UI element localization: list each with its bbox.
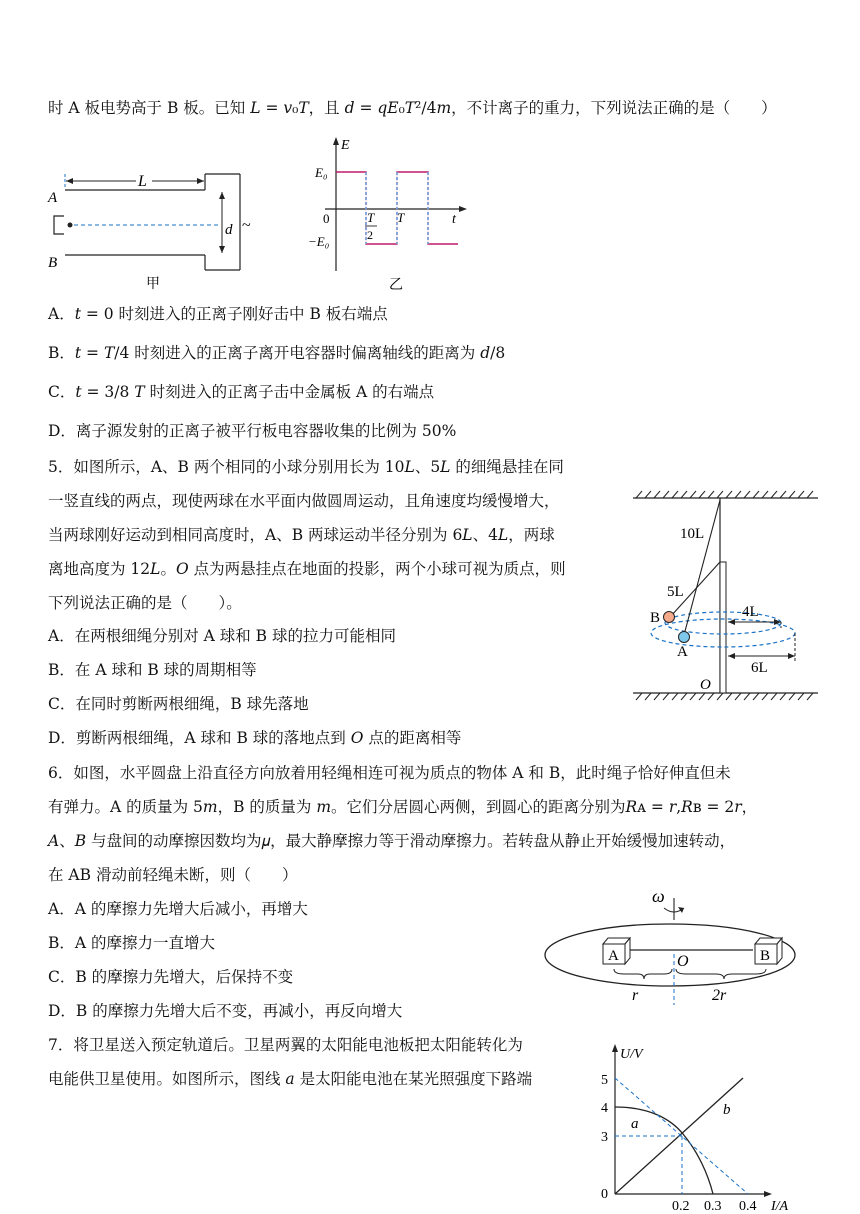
- q5-option-c: C．在同时剪断两根细绳，B 球先落地: [48, 695, 309, 713]
- tick-T: T: [397, 210, 405, 225]
- label-O: O: [700, 677, 711, 693]
- tick-x-0.3: 0.3: [704, 1199, 722, 1214]
- tick-E0: E₀: [315, 165, 328, 180]
- axis-label-U: U/V: [620, 1047, 643, 1062]
- q6-option-d: D．B 的摩擦力先增大后不变，再减小，再反向增大: [48, 1002, 403, 1020]
- tick-y-3: 3: [601, 1130, 608, 1145]
- q5-stem-line5: 下列说法正确的是（ ）。: [48, 594, 242, 612]
- tick-x-0.2: 0.2: [672, 1199, 690, 1214]
- q6-option-b: B．A 的摩擦力一直增大: [48, 934, 216, 952]
- question-continuation: 时 A 板电势高于 B 板。已知 𝐿 = 𝑣₀𝑇，且 𝑑 = 𝑞𝐸₀𝑇²/4𝑚，不计离子的重力，下列说法正确的是（ ）: [48, 99, 777, 117]
- caption-yi: 乙: [389, 278, 403, 293]
- q6-stem-line2: 有弹力。A 的质量为 5𝑚，B 的质量为 𝑚。它们分居圆心两侧，到圆心的距离分别为𝑅ᴀ = 𝑟,𝑅ʙ = 2𝑟，: [48, 798, 758, 816]
- q5-option-d: D．剪断两根细绳，A 球和 B 球的落地点到 𝑂 点的距离相等: [48, 729, 462, 747]
- label-curve-a: a: [631, 1116, 639, 1132]
- label-line-b: b: [723, 1102, 731, 1118]
- label-omega: ω: [652, 886, 665, 906]
- q5-stem-line1: 5．如图所示，A、B 两个相同的小球分别用长为 10𝐿、5𝐿 的细绳悬挂在同: [48, 458, 564, 476]
- axis-label-E: E: [341, 138, 350, 153]
- q6-option-a: A．A 的摩擦力先增大后减小，再增大: [48, 900, 308, 918]
- figure-yi-graph: [305, 133, 475, 295]
- label-ac-source: ~: [242, 217, 251, 234]
- label-d: d: [225, 222, 233, 238]
- label-5L: 5L: [667, 584, 684, 600]
- label-4L: 4L: [742, 604, 759, 620]
- q5-stem-line4: 离地高度为 12𝐿。𝑂 点为两悬挂点在地面的投影，两个小球可视为质点，则: [48, 560, 566, 578]
- label-block-A: A: [608, 948, 619, 964]
- label-ball-A: A: [677, 644, 688, 660]
- axis-label-I: I/A: [771, 1199, 789, 1214]
- figure-q7-ui-graph: [598, 1040, 808, 1214]
- q5-option-b: B．在 A 球和 B 球的周期相等: [48, 661, 257, 679]
- q6-option-c: C．B 的摩擦力先增大，后保持不变: [48, 968, 294, 986]
- figure-q5-pendulums: [628, 490, 823, 705]
- tick-zero: 0: [323, 211, 330, 226]
- q7-stem-line1: 7．将卫星送入预定轨道后。卫星两翼的太阳能电池板把太阳能转化为: [48, 1036, 523, 1054]
- tick-y-0: 0: [601, 1187, 608, 1202]
- q4-option-d: D．离子源发射的正离子被平行板电容器收集的比例为 50%: [48, 422, 457, 440]
- axis-label-t: t: [452, 212, 456, 227]
- label-plate-A: A: [48, 190, 58, 206]
- tick-x-0.4: 0.4: [739, 1199, 757, 1214]
- q5-option-a: A．在两根细绳分别对 A 球和 B 球的拉力可能相同: [48, 627, 396, 645]
- figure-jia-capacitor: [40, 150, 270, 295]
- q6-stem-line1: 6．如图，水平圆盘上沿直径方向放着用轻绳相连可视为质点的物体 A 和 B，此时绳子恰好伸直但未: [48, 764, 731, 782]
- q5-stem-line3: 当两球刚好运动到相同高度时，A、B 两球运动半径分别为 6𝐿、4𝐿，两球: [48, 526, 555, 544]
- label-plate-B: B: [48, 255, 58, 271]
- q6-stem-line4: 在 AB 滑动前轻绳未断，则（ ）: [48, 866, 298, 884]
- label-10L: 10L: [680, 526, 705, 542]
- q6-stem-line3: 𝐴、𝐵 与盘间的动摩擦因数均为𝜇，最大静摩擦力等于滑动摩擦力。若转盘从静止开始缓慢加速转动，: [48, 832, 736, 850]
- figure-q6-turntable: [540, 880, 805, 1007]
- caption-jia: 甲: [146, 277, 160, 292]
- q4-option-b: B．𝑡 = 𝑇/4 时刻进入的正离子离开电容器时偏离轴线的距离为 𝑑/8: [48, 344, 506, 362]
- label-r: r: [632, 987, 639, 1004]
- q4-option-c: C．𝑡 = 3/8 𝑇 时刻进入的正离子击中金属板 A 的右端点: [48, 383, 435, 401]
- tick-y-4: 4: [601, 1101, 608, 1116]
- label-ball-B: B: [650, 610, 661, 626]
- label-2r: 2r: [712, 987, 727, 1004]
- q5-stem-line2: 一竖直线的两点，现使两球在水平面内做圆周运动，且角速度均缓慢增大，: [48, 492, 560, 510]
- tick-y-5: 5: [601, 1073, 608, 1088]
- tick-T-half-num: T: [367, 210, 375, 225]
- q7-stem-line2: 电能供卫星使用。如图所示，图线 𝑎 是太阳能电池在某光照强度下路端: [48, 1070, 533, 1088]
- label-O: O: [677, 953, 689, 970]
- label-L: L: [138, 173, 147, 190]
- q4-option-a: A．𝑡 = 0 时刻进入的正离子刚好击中 B 板右端点: [48, 305, 388, 323]
- label-block-B: B: [760, 948, 771, 964]
- tick-neg-E0: −E₀: [308, 234, 330, 249]
- tick-T-half-den: 2: [367, 228, 373, 242]
- label-6L: 6L: [751, 660, 768, 676]
